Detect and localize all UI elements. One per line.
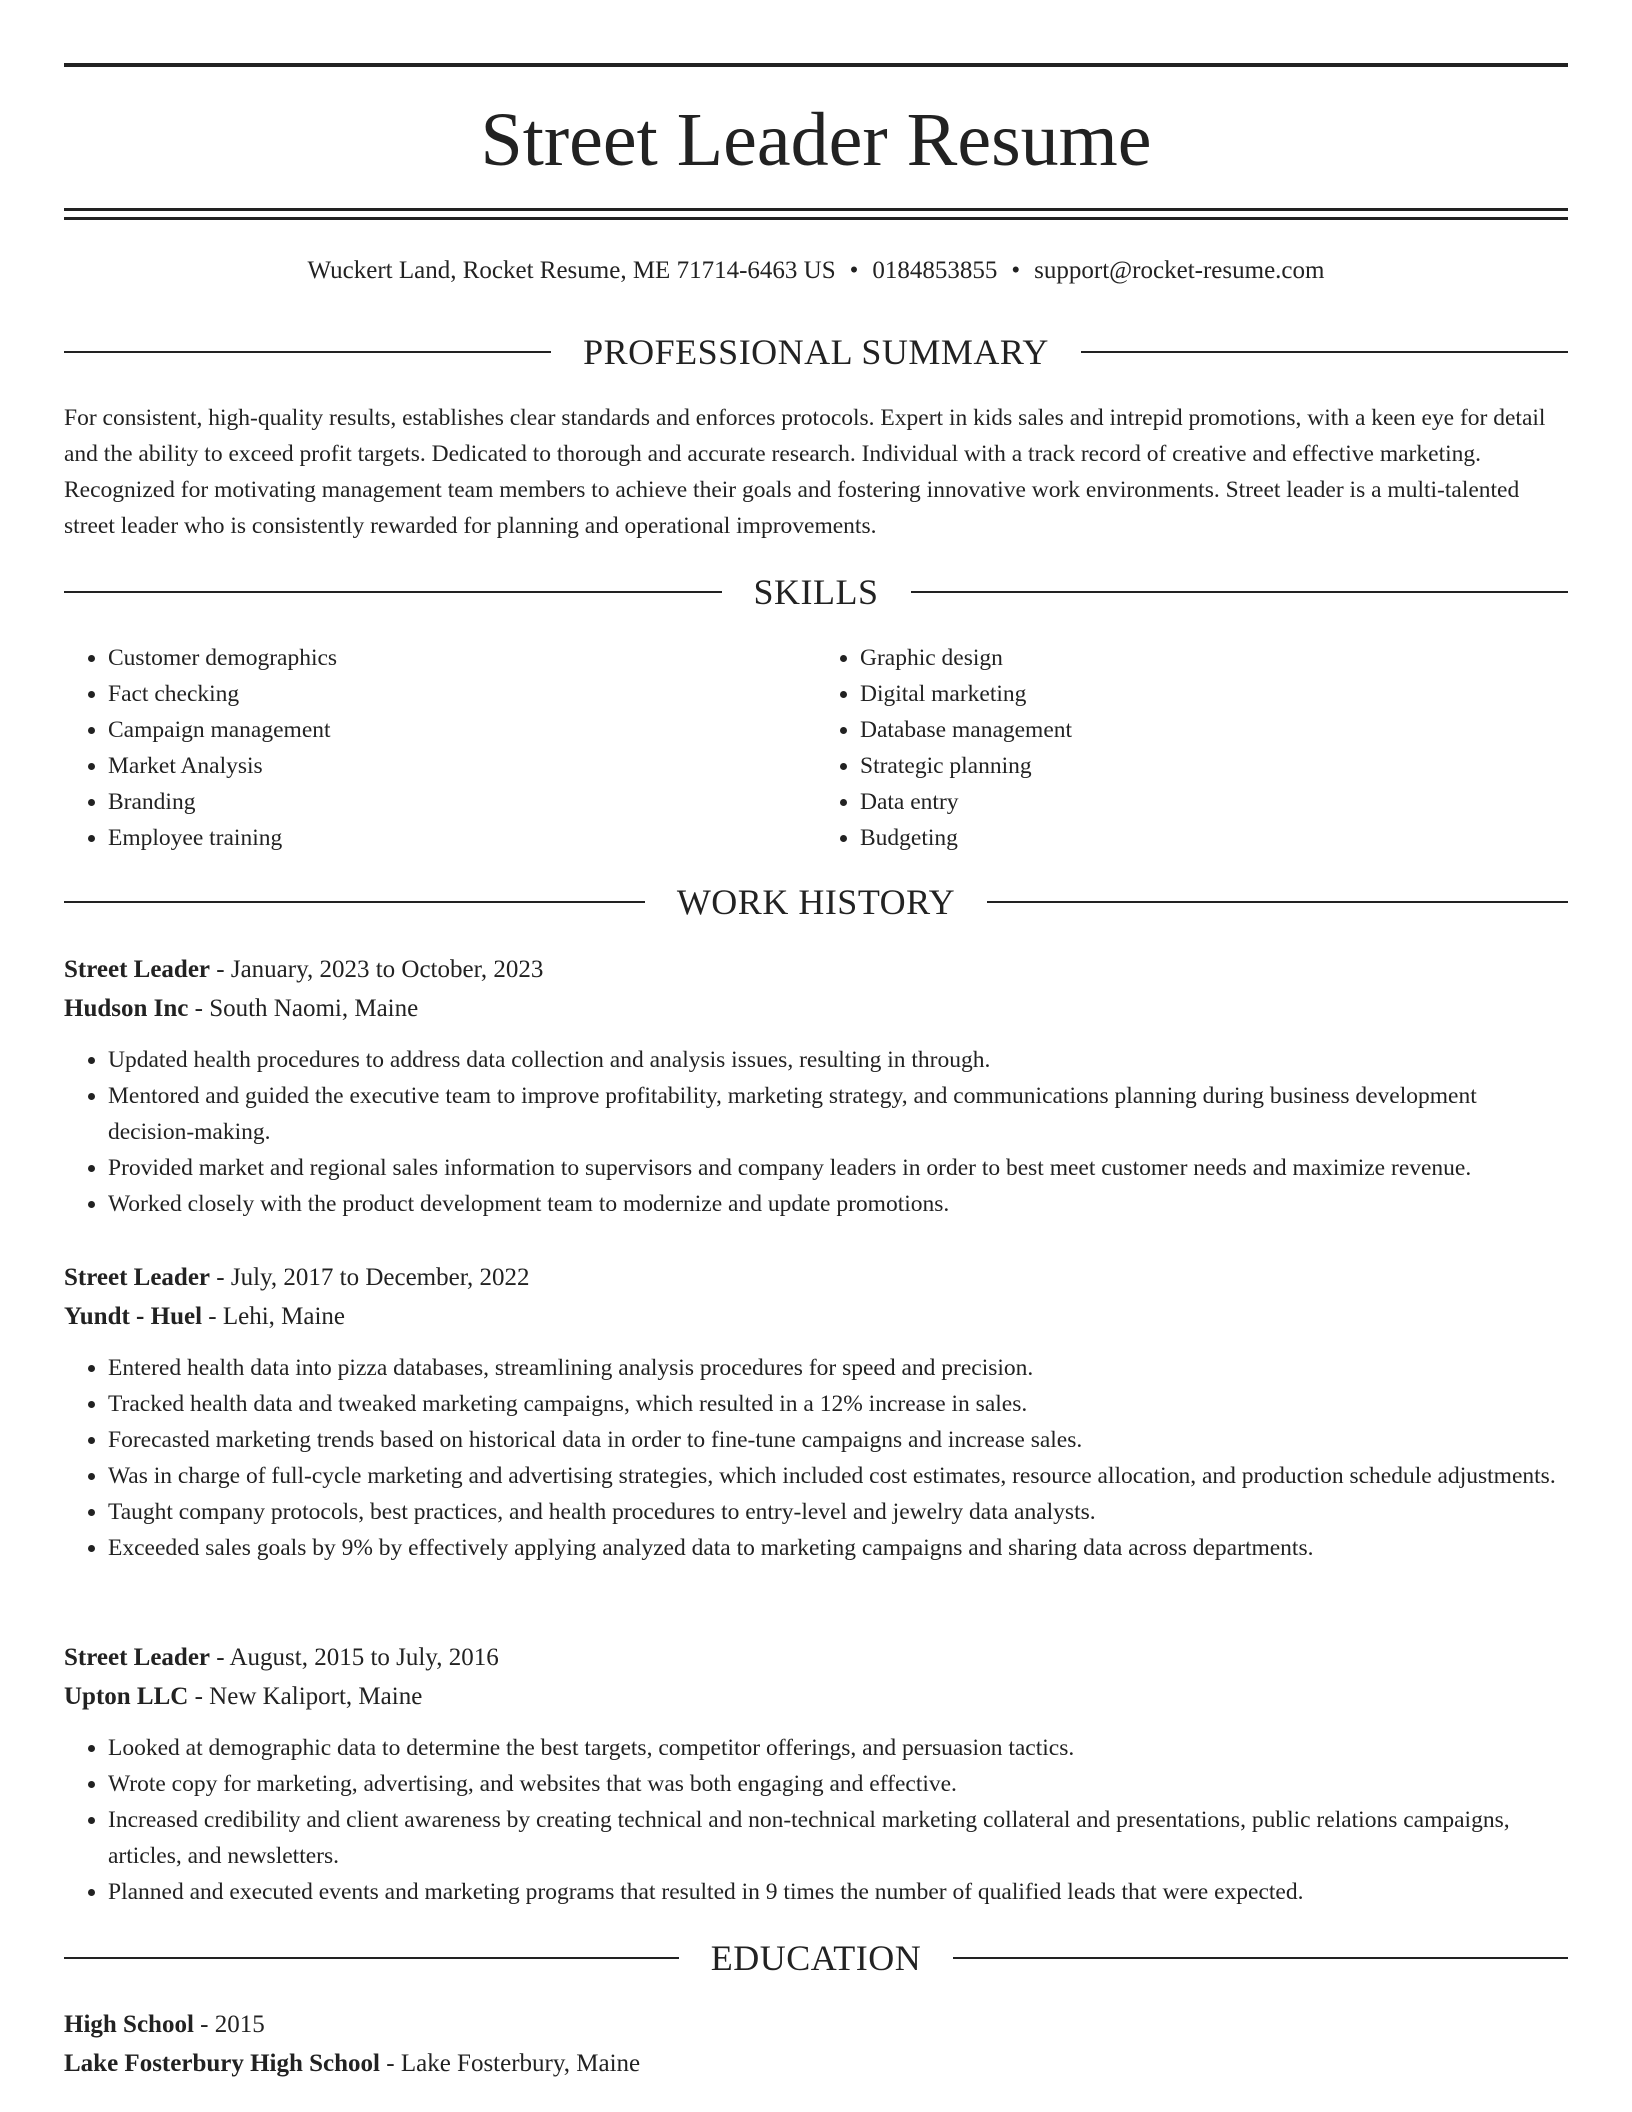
job-company-line <box>64 989 1568 1028</box>
summary-paragraph: For consistent, high-quality results, establishes clear standards and enforces protocols. Expert in kids sales and intrepid promotions, with a keen eye for detail and the ability to exceed profit targets. Dedicated to thorough and accurate research. Individual with a track record of creative and effective marketing. Recognized for motivating management team members to achieve their goals and fostering innovative work environments. Street leader is a multi-talented street leader who is consistently rewarded for planning and operational improvements. <box>64 405 1546 539</box>
section-heading-education <box>64 1936 1568 1980</box>
job-bullet: • Taught company protocols, best practices, and health procedures to entry-level and jewelry data analysts. <box>108 1494 1568 1530</box>
job-bullet: • Provided market and regional sales information to supervisors and company leaders in order to best meet customer needs and maximize revenue. <box>108 1150 1568 1186</box>
job-bullet: • Increased credibility and client awareness by creating technical and non-technical marketing collateral and presentations, public relations campaigns, articles, and newsletters. <box>108 1802 1568 1874</box>
job-title: Street Leader <box>64 956 211 983</box>
title-double-rule <box>64 208 1568 220</box>
job-title-line <box>64 950 1568 989</box>
job-bullet: • Was in charge of full-cycle marketing and advertising strategies, which included cost estimates, resource allocation, and production schedule adjustments. <box>108 1458 1568 1494</box>
education-entry <box>64 2005 1568 2083</box>
section-rule <box>953 1957 1568 1959</box>
section-label: PROFESSIONAL SUMMARY <box>583 332 1049 372</box>
section-rule <box>64 1957 679 1959</box>
job-bullets <box>64 1350 1568 1566</box>
job-bullet: • Entered health data into pizza databases, streamlining analysis procedures for speed and precision. <box>108 1350 1568 1386</box>
skill-item: • Graphic design <box>860 640 1568 676</box>
education-year: - 2015 <box>193 2011 265 2038</box>
job-entry <box>64 1258 1568 1566</box>
section-rule <box>1081 351 1568 353</box>
section-rule <box>64 591 722 593</box>
skill-item: • Budgeting <box>860 820 1568 856</box>
job-bullet: • Updated health procedures to address data collection and analysis issues, resulting in through. <box>108 1042 1568 1078</box>
skills-column-right <box>816 640 1568 856</box>
skill-item: • Campaign management <box>108 712 816 748</box>
section-label: WORK HISTORY <box>676 882 956 922</box>
education-school: Lake Fosterbury High School <box>64 2050 380 2077</box>
skill-item: • Database management <box>860 712 1568 748</box>
resume-title: Street Leader Resume <box>480 98 1152 182</box>
skill-item: • Digital marketing <box>860 676 1568 712</box>
skill-item: • Employee training <box>108 820 816 856</box>
contact-email: support@rocket-resume.com <box>1034 257 1325 284</box>
job-company-line <box>64 1677 1568 1716</box>
education-degree: High School <box>64 2011 194 2038</box>
job-location: - New Kaliport, Maine <box>188 1683 423 1710</box>
job-location: - Lehi, Maine <box>202 1303 346 1330</box>
contact-separator: • <box>1011 257 1021 284</box>
job-bullet: • Mentored and guided the executive team to improve profitability, marketing strategy, and communications planning during business development decision-making. <box>108 1078 1568 1150</box>
section-heading-work-history <box>64 880 1568 924</box>
job-bullet: • Exceeded sales goals by 9% by effectively applying analyzed data to marketing campaigns and sharing data across departments. <box>108 1530 1568 1566</box>
section-heading-skills <box>64 570 1568 614</box>
job-bullet: • Forecasted marketing trends based on historical data in order to fine-tune campaigns and increase sales. <box>108 1422 1568 1458</box>
job-location: - South Naomi, Maine <box>188 995 419 1022</box>
job-company-line <box>64 1297 1568 1336</box>
job-title-line <box>64 1258 1568 1297</box>
job-bullet: • Planned and executed events and marketing programs that resulted in 9 times the number of qualified leads that were expected. <box>108 1874 1568 1910</box>
job-bullet: • Tracked health data and tweaked marketing campaigns, which resulted in a 12% increase in sales. <box>108 1386 1568 1422</box>
section-rule <box>64 901 645 903</box>
education-degree-line <box>64 2005 1568 2044</box>
skills-list <box>64 640 1568 856</box>
job-dates: - January, 2023 to October, 2023 <box>210 956 544 983</box>
skill-item: • Fact checking <box>108 676 816 712</box>
job-bullets <box>64 1042 1568 1222</box>
job-company: Upton LLC <box>64 1683 189 1710</box>
skill-item: • Strategic planning <box>860 748 1568 784</box>
job-bullets <box>64 1730 1568 1910</box>
contact-phone: 0184853855 <box>872 257 998 284</box>
job-entry <box>64 950 1568 1222</box>
skill-item: • Data entry <box>860 784 1568 820</box>
job-title: Street Leader <box>64 1264 211 1291</box>
skills-column-left <box>64 640 816 856</box>
job-title: Street Leader <box>64 1644 211 1671</box>
job-title-line <box>64 1638 1568 1677</box>
job-bullet: • Worked closely with the product development team to modernize and update promotions. <box>108 1186 1568 1222</box>
contact-info <box>64 254 1568 288</box>
section-rule <box>64 351 551 353</box>
job-bullet: • Looked at demographic data to determine the best targets, competitor offerings, and persuasion tactics. <box>108 1730 1568 1766</box>
job-dates: - August, 2015 to July, 2016 <box>210 1644 499 1671</box>
skill-item: • Branding <box>108 784 816 820</box>
skill-item: • Market Analysis <box>108 748 816 784</box>
top-rule <box>64 63 1568 67</box>
job-company: Yundt - Huel <box>64 1303 203 1330</box>
skill-item: • Customer demographics <box>108 640 816 676</box>
job-dates: - July, 2017 to December, 2022 <box>210 1264 530 1291</box>
job-bullet: • Wrote copy for marketing, advertising, and websites that was both engaging and effective. <box>108 1766 1568 1802</box>
contact-separator: • <box>849 257 859 284</box>
section-rule <box>911 591 1569 593</box>
contact-address: Wuckert Land, Rocket Resume, ME 71714-6463 US <box>307 257 836 284</box>
section-heading-summary <box>64 330 1568 374</box>
education-school-line <box>64 2044 1568 2083</box>
education-location: - Lake Fosterbury, Maine <box>380 2050 641 2077</box>
section-label: EDUCATION <box>710 1938 922 1978</box>
job-company: Hudson Inc <box>64 995 189 1022</box>
section-label: SKILLS <box>753 572 879 612</box>
section-rule <box>987 901 1568 903</box>
job-entry <box>64 1638 1568 1910</box>
